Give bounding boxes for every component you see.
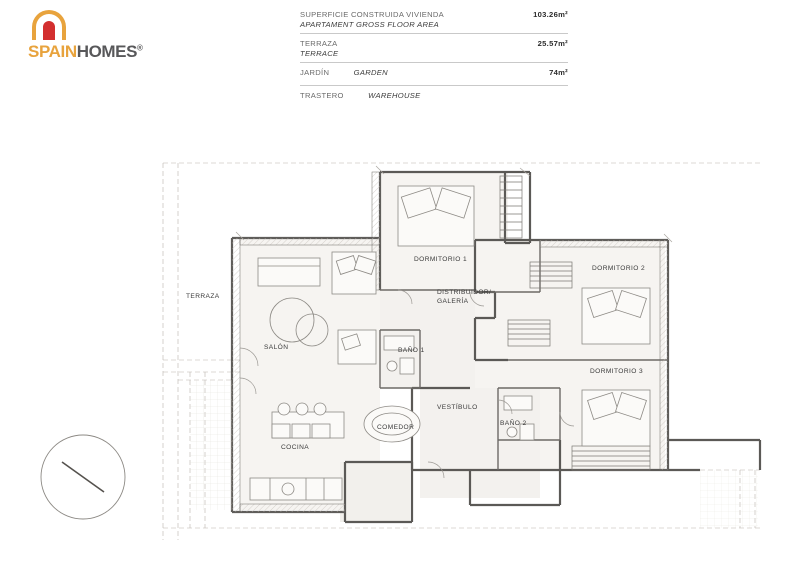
furniture-bed-3	[582, 390, 650, 446]
room-label-distribuidor: DISTRIBUIDOR/	[437, 289, 492, 296]
room-label-bano-2: BAÑO 2	[500, 420, 527, 427]
spec-label-es: TERRAZA	[300, 39, 338, 48]
room-label-galeria: GALERÍA	[437, 298, 469, 305]
compass-north-icon	[41, 435, 125, 519]
room-label-bano-1: BAÑO 1	[398, 347, 425, 354]
brand-name-part2: HOMES	[76, 42, 138, 61]
spec-label-en: WAREHOUSE	[368, 91, 421, 100]
room-label-cocina: COCINA	[281, 444, 310, 451]
room-label-comedor: COMEDOR	[377, 424, 415, 431]
room-label-dormitorio-3: DORMITORIO 3	[590, 368, 644, 375]
furniture-sofa	[258, 258, 320, 286]
spec-label-es: TRASTERO	[300, 91, 344, 100]
room-label-terraza: TERRAZA	[186, 293, 220, 300]
room-label-dormitorio-1: DORMITORIO 1	[414, 256, 468, 263]
spec-value: 74m²	[549, 68, 568, 77]
spec-label-en: TERRACE	[300, 49, 339, 58]
furniture-bed-2	[582, 288, 650, 344]
spec-label-es: JARDÍN	[300, 68, 330, 77]
spec-value: 25.57m²	[537, 39, 568, 48]
spec-label-en: APARTAMENT GROSS FLOOR AREA	[300, 20, 440, 29]
spec-label-en: GARDEN	[353, 68, 388, 77]
spec-value: 103.26m²	[533, 10, 568, 19]
brand-name-part1: SPAIN	[28, 42, 77, 61]
furniture-bed-1	[398, 186, 474, 246]
room-label-dormitorio-2: DORMITORIO 2	[592, 265, 646, 272]
spec-label-es: SUPERFICIE CONSTRUIDA VIVIENDA	[300, 10, 445, 19]
room-label-salon: SALÓN	[264, 344, 289, 351]
brand-registered-mark: ®	[137, 43, 143, 53]
room-label-vestibulo: VESTÍBULO	[437, 404, 478, 411]
